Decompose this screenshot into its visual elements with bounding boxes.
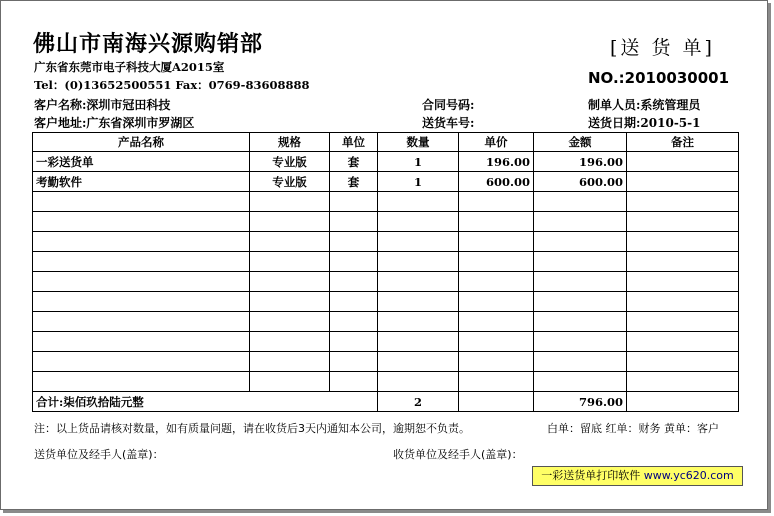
cell-unit: [330, 192, 378, 212]
cell-spec: [250, 192, 330, 212]
vehicle-number: 送货车号:: [422, 116, 475, 130]
table-row: [33, 332, 739, 352]
cell-product: [33, 352, 250, 372]
cell-remark: [627, 172, 739, 192]
cell-remark: [627, 192, 739, 212]
cell-spec: [250, 292, 330, 312]
cell-remark: [627, 252, 739, 272]
cell-quantity: [378, 312, 459, 332]
cell-unit: [330, 272, 378, 292]
total-remark-empty: [627, 392, 739, 412]
cell-spec: 专业版: [250, 152, 330, 172]
table-row: [33, 152, 739, 172]
cell-unit: [330, 212, 378, 232]
customer-address: 客户地址:广东省深圳市罗湖区: [34, 116, 195, 130]
cell-amount: [534, 332, 627, 352]
promo-banner[interactable]: [532, 466, 743, 486]
cell-product: [33, 272, 250, 292]
cell-amount: [534, 232, 627, 252]
table-row: [33, 232, 739, 252]
cell-remark: [627, 272, 739, 292]
cell-unit: [330, 292, 378, 312]
cell-amount: [534, 252, 627, 272]
cell-spec: [250, 312, 330, 332]
cell-product: [33, 192, 250, 212]
total-quantity: 2: [378, 392, 459, 412]
cell-product: [33, 292, 250, 312]
cell-amount: 600.00: [534, 172, 627, 192]
table-row: [33, 272, 739, 292]
column-header-product: 产品名称: [33, 133, 250, 152]
cell-remark: [627, 352, 739, 372]
cell-amount: [534, 352, 627, 372]
cell-quantity: [378, 352, 459, 372]
cell-price: [459, 232, 534, 252]
column-header-amount: 金额: [534, 133, 627, 152]
cell-unit: 套: [330, 172, 378, 192]
cell-spec: [250, 352, 330, 372]
cell-unit: [330, 312, 378, 332]
cell-price: [459, 272, 534, 292]
cell-unit: [330, 372, 378, 392]
cell-price: [459, 352, 534, 372]
cell-product: [33, 332, 250, 352]
cell-price: 196.00: [459, 152, 534, 172]
cell-product: 考勤软件: [33, 172, 250, 192]
cell-price: [459, 292, 534, 312]
creator: 制单人员:系统管理员: [588, 98, 701, 112]
cell-spec: [250, 232, 330, 252]
cell-product: [33, 312, 250, 332]
promo-text: 一彩送货单打印软件: [541, 469, 641, 482]
cell-product: [33, 232, 250, 252]
cell-amount: 196.00: [534, 152, 627, 172]
cell-amount: [534, 372, 627, 392]
cell-price: [459, 212, 534, 232]
table-row: [33, 212, 739, 232]
contract-number: 合同号码:: [422, 98, 475, 112]
table-row: [33, 172, 739, 192]
total-row: [33, 392, 739, 412]
column-header-spec: 规格: [250, 133, 330, 152]
cell-amount: [534, 312, 627, 332]
cell-price: 600.00: [459, 172, 534, 192]
cell-quantity: 1: [378, 172, 459, 192]
cell-unit: [330, 252, 378, 272]
cell-spec: 专业版: [250, 172, 330, 192]
table-row: [33, 252, 739, 272]
total-price-empty: [459, 392, 534, 412]
footer-note: 注：以上货品请核对数量，如有质量问题，请在收货后3天内通知本公司，逾期恕不负责。: [34, 422, 470, 435]
cell-spec: [250, 212, 330, 232]
cell-quantity: [378, 192, 459, 212]
cell-amount: [534, 292, 627, 312]
cell-product: [33, 372, 250, 392]
column-header-price: 单价: [459, 133, 534, 152]
cell-product: 一彩送货单: [33, 152, 250, 172]
cell-quantity: [378, 372, 459, 392]
cell-remark: [627, 212, 739, 232]
cell-quantity: 1: [378, 152, 459, 172]
cell-quantity: [378, 332, 459, 352]
cell-quantity: [378, 232, 459, 252]
cell-unit: 套: [330, 152, 378, 172]
cell-amount: [534, 192, 627, 212]
table-row: [33, 192, 739, 212]
total-label: 合计:柒佰玖拾陆元整: [33, 392, 378, 412]
cell-remark: [627, 292, 739, 312]
cell-remark: [627, 332, 739, 352]
cell-remark: [627, 152, 739, 172]
receiver-signature: 收货单位及经手人(盖章)：: [393, 448, 523, 461]
document-title: [送 货 单]: [610, 37, 715, 59]
cell-quantity: [378, 272, 459, 292]
table-row: [33, 312, 739, 332]
column-header-unit: 单位: [330, 133, 378, 152]
cell-quantity: [378, 212, 459, 232]
cell-price: [459, 332, 534, 352]
cell-unit: [330, 352, 378, 372]
document-number: NO.:2010030001: [588, 69, 730, 87]
table-header-row: [33, 133, 739, 152]
cell-spec: [250, 372, 330, 392]
cell-unit: [330, 332, 378, 352]
total-amount: 796.00: [534, 392, 627, 412]
sender-signature: 送货单位及经手人(盖章)：: [34, 448, 164, 461]
table-row: [33, 352, 739, 372]
cell-spec: [250, 252, 330, 272]
cell-price: [459, 372, 534, 392]
table-row: [33, 372, 739, 392]
cell-product: [33, 252, 250, 272]
cell-spec: [250, 272, 330, 292]
cell-product: [33, 212, 250, 232]
column-header-remark: 备注: [627, 133, 739, 152]
items-table: [32, 132, 739, 412]
table-row: [33, 292, 739, 312]
cell-price: [459, 252, 534, 272]
cell-amount: [534, 212, 627, 232]
column-header-quantity: 数量: [378, 133, 459, 152]
cell-quantity: [378, 292, 459, 312]
company-contact: Tel：(0)13652500551 Fax：0769-83608888: [34, 78, 310, 92]
company-name: 佛山市南海兴源购销部: [33, 31, 264, 57]
cell-remark: [627, 232, 739, 252]
promo-url[interactable]: www.yc620.com: [643, 469, 734, 482]
cell-spec: [250, 332, 330, 352]
cell-price: [459, 192, 534, 212]
copy-distribution: 白单：留底 红单：财务 黄单：客户: [547, 422, 719, 435]
cell-quantity: [378, 252, 459, 272]
cell-unit: [330, 232, 378, 252]
cell-price: [459, 312, 534, 332]
company-address: 广东省东莞市电子科技大厦A2015室: [34, 60, 225, 74]
cell-amount: [534, 272, 627, 292]
customer-name: 客户名称:深圳市冠田科技: [34, 98, 171, 112]
delivery-date: 送货日期:2010-5-1: [588, 116, 701, 130]
cell-remark: [627, 312, 739, 332]
cell-remark: [627, 372, 739, 392]
